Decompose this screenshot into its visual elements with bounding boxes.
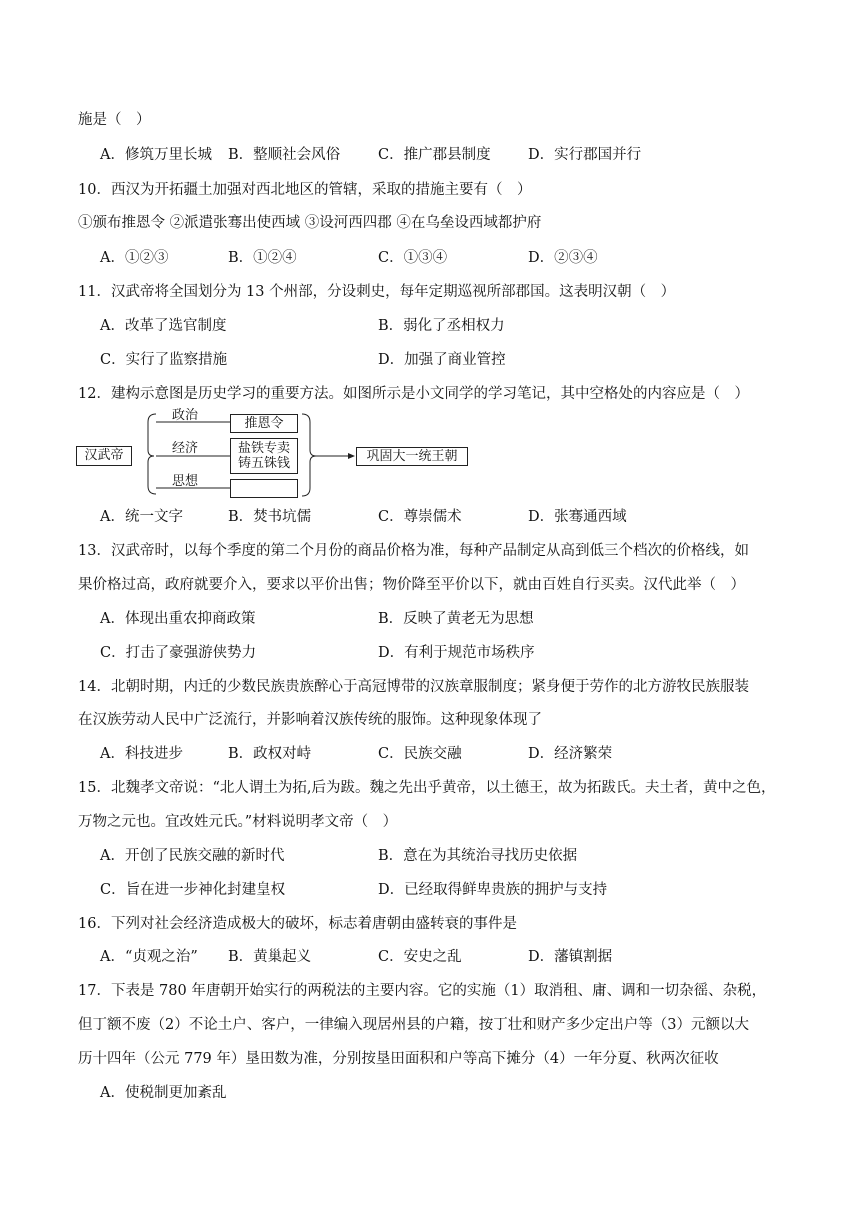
q9-option-a[interactable]: A．修筑万里长城 <box>100 147 212 163</box>
q14-option-d[interactable]: D．经济繁荣 <box>528 746 613 762</box>
q12-option-a[interactable]: A．统一文字 <box>100 509 183 525</box>
q13-option-c[interactable]: C．打击了豪强游侠势力 <box>100 645 257 661</box>
q13-option-b[interactable]: B．反映了黄老无为思想 <box>378 611 534 627</box>
right-brace-bottom <box>302 456 316 496</box>
q16-stem: 16．下列对社会经济造成极大的破坏，标志着唐朝由盛转衰的事件是 <box>78 916 517 932</box>
q16-option-b[interactable]: B．黄巢起义 <box>228 949 312 965</box>
policy-box-economy <box>230 438 298 474</box>
q11-stem: 11．汉武帝将全国划分为 13 个州部，分设刺史，每年定期巡视所部郡国。这表明汉朝（ ） <box>78 284 676 300</box>
q12-stem: 12．建构示意图是历史学习的重要方法。如图所示是小文同学的学习笔记，其中空格处的内容应是（ ） <box>78 386 749 402</box>
q17-stem-line3: 历十四年（公元 779 年）垦田数为准，分别按垦田面积和户等高下摊分（4）一年分夏、秋两次征收 <box>78 1051 719 1067</box>
policy-box-politics <box>230 414 298 433</box>
q10-option-a[interactable]: A．①②③ <box>100 250 169 266</box>
q14-stem-line1: 14．北朝时期，内迁的少数民族贵族醉心于高冠博带的汉族章服制度；紧身便于劳作的北方游牧民族服装 <box>78 679 749 695</box>
q15-option-b[interactable]: B．意在为其统治寻找历史依据 <box>378 848 578 864</box>
label-politics: 政治 <box>172 408 199 423</box>
q17-stem-line2: 但丁额不废（2）不论土户、客户，一律编入现居州县的户籍，按丁壮和财产多少定出户等（3）元额以大 <box>78 1017 749 1033</box>
q9-option-b[interactable]: B．整顺社会风俗 <box>228 147 341 163</box>
q10-option-b[interactable]: B．①②④ <box>228 250 297 266</box>
policy-economy-line2: 铸五铢钱 <box>237 456 290 471</box>
q15-stem-line2: 万物之元也。宜改姓元氏。”材料说明孝文帝（ ） <box>78 814 398 830</box>
q16-option-d[interactable]: D．藩镇割据 <box>528 949 613 965</box>
q10-items: ①颁布推恩令 ②派遣张骞出使西域 ③设河西四郡 ④在乌垒设西域都护府 <box>78 215 542 231</box>
right-brace-top <box>302 414 316 456</box>
q14-option-b[interactable]: B．政权对峙 <box>228 746 312 762</box>
result-label: 巩固大一统王朝 <box>366 449 458 464</box>
q12-option-b[interactable]: B．焚书坑儒 <box>228 509 312 525</box>
q15-option-c[interactable]: C．旨在进一步神化封建皇权 <box>100 882 286 898</box>
q17-option-a[interactable]: A．使税制更加紊乱 <box>100 1085 227 1101</box>
policy-economy-line1: 盐铁专卖 <box>237 441 290 456</box>
q9-option-d[interactable]: D．实行郡国并行 <box>528 147 642 163</box>
q13-stem-line2: 果价格过高，政府就要介入，要求以平价出售；物价降至平价以下，就由百姓自行买卖。汉代此举（ ） <box>78 577 745 593</box>
q11-option-b[interactable]: B．弱化了丞相权力 <box>378 318 505 334</box>
q16-option-a[interactable]: A．“贞观之治” <box>100 949 198 965</box>
q17-stem-line1: 17．下表是 780 年唐朝开始实行的两税法的主要内容。它的实施（1）取消租、庸、调和一切杂徭、杂税， <box>78 983 767 999</box>
q14-option-c[interactable]: C．民族交融 <box>378 746 462 762</box>
result-box <box>356 447 468 466</box>
q13-option-a[interactable]: A．体现出重农抑商政策 <box>100 611 256 627</box>
left-brace-top <box>148 414 156 456</box>
q12-option-c[interactable]: C．尊崇儒术 <box>378 509 462 525</box>
concept-diagram <box>76 408 476 500</box>
q13-option-d[interactable]: D．有利于规范市场秩序 <box>378 645 535 661</box>
label-thought: 思想 <box>172 474 199 489</box>
policy-politics-text: 推恩令 <box>244 416 284 431</box>
q14-stem-line2: 在汉族劳动人民中广泛流行，并影响着汉族传统的服饰。这种现象体现了 <box>78 712 542 728</box>
root-box <box>76 446 132 466</box>
q13-stem-line1: 13．汉武帝时，以每个季度的第二个月份的商品价格为准，每种产品制定从高到低三个档次的价格线，如 <box>78 543 749 559</box>
q10-option-d[interactable]: D．②③④ <box>528 250 598 266</box>
label-economy: 经济 <box>172 441 199 456</box>
blank-box-thought <box>230 479 298 498</box>
left-brace-bottom <box>148 456 156 494</box>
q15-option-a[interactable]: A．开创了民族交融的新时代 <box>100 848 285 864</box>
q9-option-c[interactable]: C．推广郡县制度 <box>378 147 491 163</box>
q12-option-d[interactable]: D．张骞通西域 <box>528 509 627 525</box>
q11-option-c[interactable]: C．实行了监察措施 <box>100 352 228 368</box>
q10-option-c[interactable]: C．①③④ <box>378 250 448 266</box>
q15-option-d[interactable]: D．已经取得鲜卑贵族的拥护与支持 <box>378 882 608 898</box>
q15-stem-line1: 15．北魏孝文帝说：“北人谓土为拓,后为跋。魏之先出乎黄帝，以土德王，故为拓跋氏。夫土者，黄中之色， <box>78 780 776 796</box>
q11-option-d[interactable]: D．加强了商业管控 <box>378 352 506 368</box>
q16-option-c[interactable]: C．安史之乱 <box>378 949 462 965</box>
root-label: 汉武帝 <box>84 448 124 463</box>
q10-stem: 10．西汉为开拓疆土加强对西北地区的管辖，采取的措施主要有（ ） <box>78 182 532 198</box>
q9-stem-cont: 施是（ ） <box>78 112 151 128</box>
arrow-head <box>348 453 355 459</box>
q14-option-a[interactable]: A．科技进步 <box>100 746 183 762</box>
q11-option-a[interactable]: A．改革了选官制度 <box>100 318 227 334</box>
